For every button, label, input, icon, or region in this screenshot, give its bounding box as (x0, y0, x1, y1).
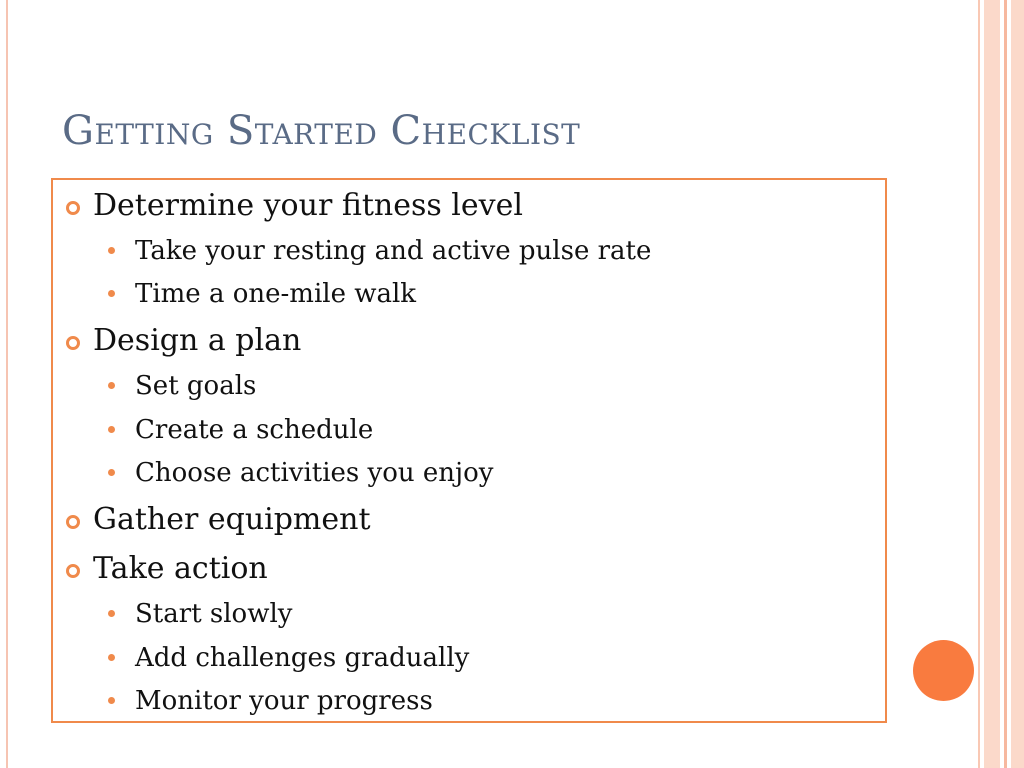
bullet-item (93, 502, 371, 537)
stripe (984, 0, 1000, 768)
sub-bullet-item (135, 415, 373, 445)
sub-bullet-item (135, 643, 469, 673)
dot-bullet-icon (108, 247, 115, 254)
dot-bullet-icon (108, 654, 115, 661)
bullet-item (93, 551, 268, 586)
sub-bullet-item (135, 236, 651, 266)
sub-bullet-text: Set goals (135, 371, 257, 401)
sub-bullet-text: Add challenges gradually (135, 643, 470, 673)
sub-bullet-item (135, 279, 416, 309)
sub-bullet-text: Time a one-mile walk (135, 279, 417, 309)
left-border-line (6, 0, 8, 768)
content-box (51, 178, 887, 723)
sub-bullet-text: Create a schedule (135, 415, 374, 445)
circle-bullet-icon (66, 515, 80, 529)
dot-bullet-icon (108, 697, 115, 704)
bullet-text: Design a plan (93, 323, 302, 358)
bullet-item (93, 323, 301, 358)
dot-bullet-icon (108, 290, 115, 297)
sub-bullet-item (135, 599, 292, 629)
dot-bullet-icon (108, 426, 115, 433)
bullet-text: Determine your fitness level (93, 188, 523, 223)
sub-bullet-item (135, 458, 493, 488)
orange-circle-icon (913, 640, 974, 701)
right-decorative-stripes (978, 0, 1024, 768)
sub-bullet-item (135, 686, 433, 716)
circle-bullet-icon (66, 201, 80, 215)
sub-bullet-item (135, 371, 256, 401)
bullet-text: Take action (93, 551, 268, 586)
stripe (1004, 0, 1007, 768)
dot-bullet-icon (108, 382, 115, 389)
dot-bullet-icon (108, 610, 115, 617)
sub-bullet-text: Start slowly (135, 599, 293, 629)
circle-bullet-icon (66, 336, 80, 350)
stripe (1011, 0, 1024, 768)
sub-bullet-text: Take your resting and active pulse rate (135, 236, 652, 266)
circle-bullet-icon (66, 564, 80, 578)
dot-bullet-icon (108, 469, 115, 476)
sub-bullet-text: Choose activities you enjoy (135, 458, 494, 488)
bullet-text: Gather equipment (93, 502, 371, 537)
sub-bullet-text: Monitor your progress (135, 686, 433, 716)
stripe (978, 0, 980, 768)
slide-title: Getting Started Checklist (62, 108, 581, 154)
bullet-item (93, 188, 523, 223)
